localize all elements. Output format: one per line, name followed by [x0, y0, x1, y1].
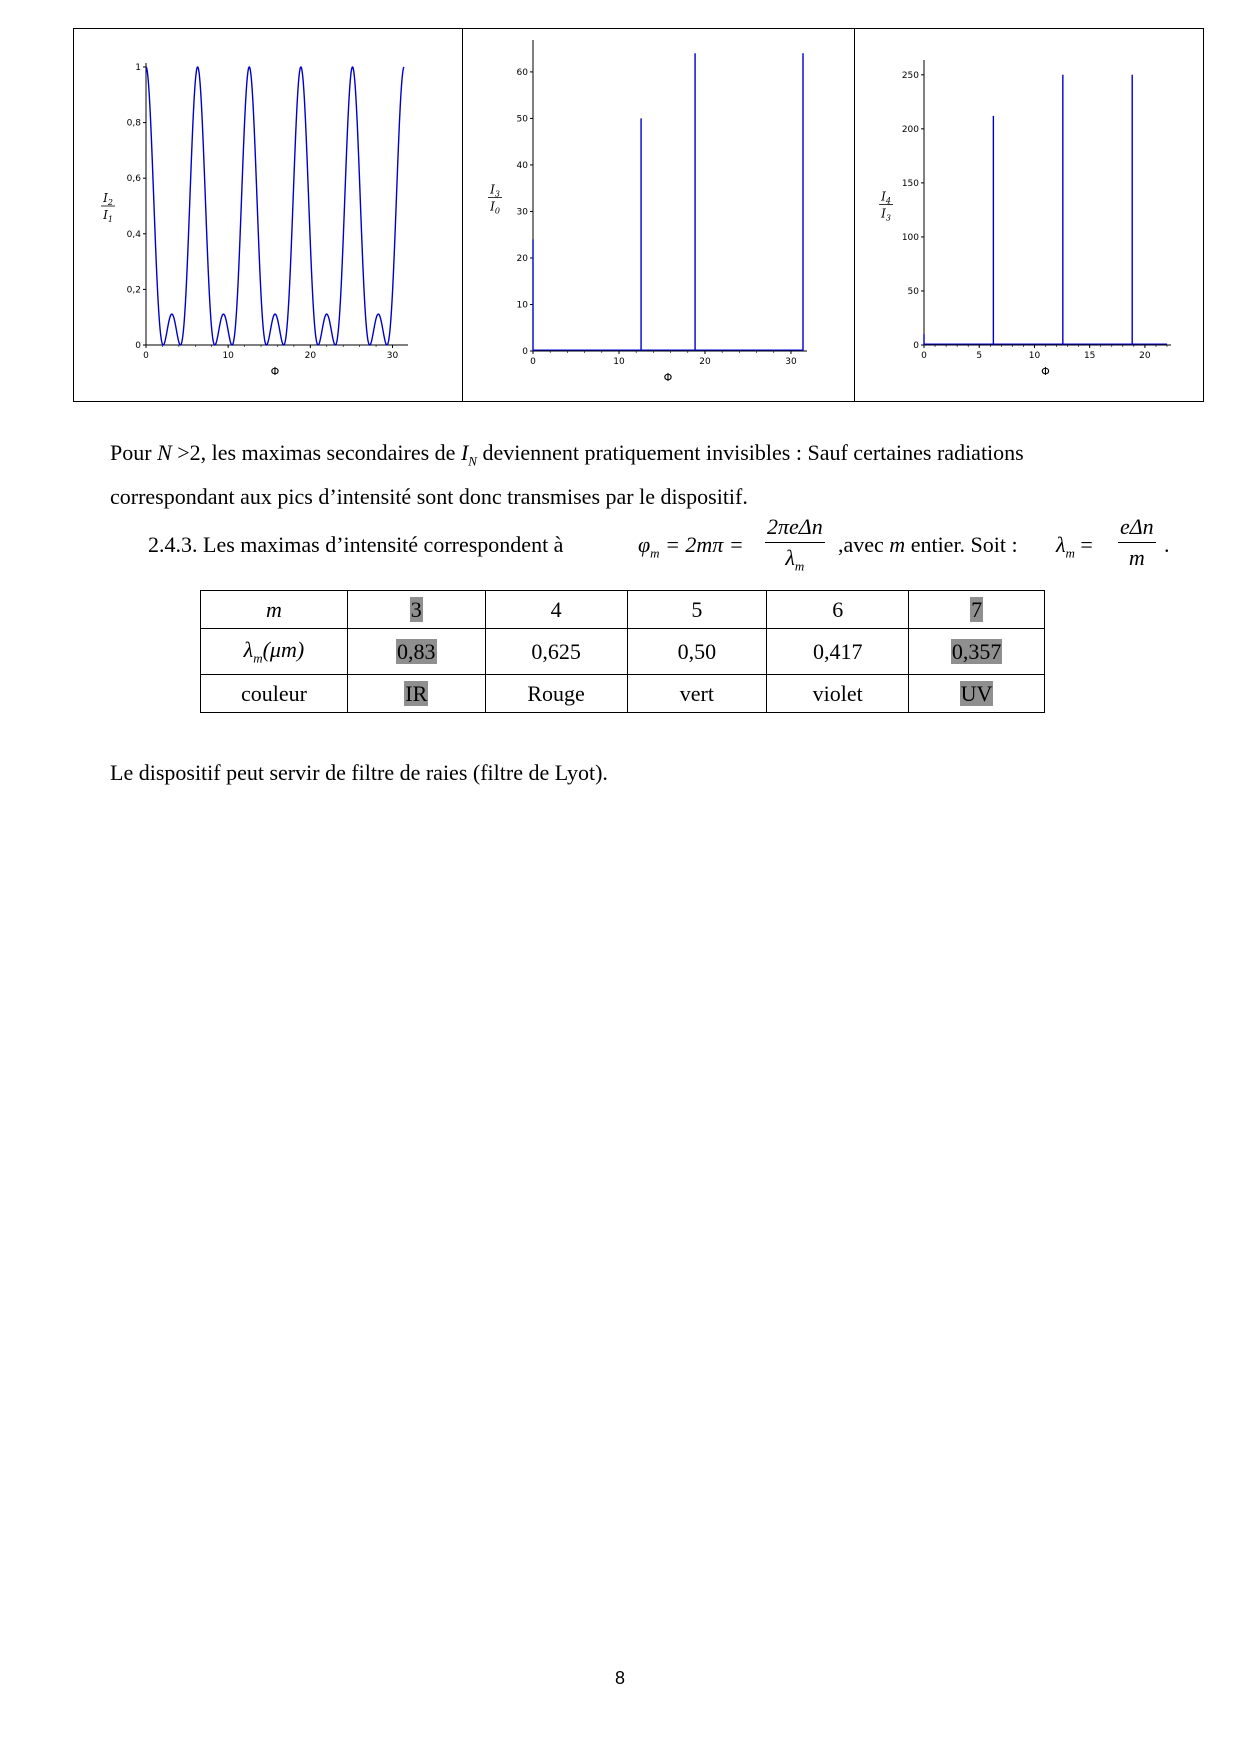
page-number: 8 [614, 1668, 625, 1688]
row-label-m: m [201, 591, 348, 629]
symbol-lambda: λ [243, 636, 254, 662]
figure-plots [73, 28, 1204, 402]
y-axis-label-den-sub: 3 [885, 213, 891, 223]
table-cell: 0,50 [627, 629, 767, 675]
plot-panel-1 [74, 29, 462, 401]
y-tick-label: 100 [901, 232, 919, 243]
symbol-N: N [157, 440, 172, 465]
x-tick-label: 15 [1083, 351, 1096, 361]
y-axis-label-den: $I_0$ [490, 199, 500, 216]
fraction-denominator: m [1128, 545, 1145, 570]
symbol-lambda: λ [1056, 532, 1066, 557]
text-fragment: >2 [171, 440, 201, 465]
y-axis-label-num-sub: 4 [885, 196, 891, 206]
x-tick-label: 0 [530, 357, 536, 367]
text-fragment: ,avec [838, 532, 890, 557]
y-tick-label: 50 [516, 114, 528, 125]
plot-i2-i1 [74, 29, 462, 401]
x-tick-label: 0 [143, 351, 149, 361]
x-axis-label: Φ [270, 365, 280, 378]
y-tick-label: 250 [901, 70, 919, 81]
table-cell [909, 675, 1045, 713]
text-fragment: , les maximas secondaires de [200, 440, 461, 465]
x-axis-label: Φ [1041, 365, 1050, 378]
y-tick-label: 30 [516, 207, 528, 218]
table-cell: 4 [485, 591, 627, 629]
y-tick-label: 0,2 [126, 285, 141, 296]
table-cell [347, 675, 485, 713]
equation-line [148, 512, 1198, 582]
series-line-I2/I1 [146, 67, 404, 345]
symbol-lambda-sub: m [253, 650, 263, 666]
y-axis-label-num: $I_4$ [881, 189, 891, 206]
equation-phi [638, 532, 744, 561]
unit: (μm) [262, 636, 305, 662]
x-tick-label: 5 [976, 351, 983, 361]
y-axis-label-den-sub: 1 [107, 215, 113, 224]
y-tick-label: 40 [516, 160, 528, 171]
x-tick-label: 0 [921, 351, 927, 361]
equals-sign: = [1074, 532, 1093, 557]
row-label-lambda [201, 629, 348, 675]
y-axis-label-den: $I_3$ [881, 206, 891, 223]
table-row [201, 591, 1045, 629]
y-axis-label-den: $I_1$ [103, 208, 113, 224]
plot-i4-i3 [855, 29, 1204, 401]
y-tick-label: 150 [901, 178, 919, 189]
cell-value: 3 [410, 596, 422, 622]
y-tick-label: 50 [907, 286, 919, 297]
symbol-phi: φ [638, 532, 651, 557]
x-axis-label: Φ [663, 371, 673, 384]
y-tick-label: 0 [135, 341, 141, 351]
equation-text [838, 532, 1018, 558]
text-fragment: entier. Soit : [905, 532, 1018, 557]
cell-value: UV [960, 680, 993, 706]
y-axis-label-den-sub: 0 [494, 206, 500, 216]
text-fragment: Pour [110, 440, 158, 465]
table-row [201, 629, 1045, 675]
y-tick-label: 1 [135, 63, 141, 73]
table-row [201, 675, 1045, 713]
equation-mid: = 2mπ = [659, 532, 744, 557]
y-tick-label: 200 [901, 124, 919, 135]
symbol-lambda-sub: m [794, 558, 805, 574]
x-tick-label: 10 [1028, 351, 1041, 361]
symbol-m: m [889, 532, 906, 557]
table-cell [347, 591, 485, 629]
symbol-lambda: λ [785, 545, 795, 570]
x-tick-label: 20 [304, 351, 317, 361]
table-cell: Rouge [485, 675, 627, 713]
table-cell [347, 629, 485, 675]
cell-value: 7 [971, 596, 983, 622]
row-label-couleur: couleur [201, 675, 348, 713]
fraction-lambda [1118, 512, 1156, 573]
table-cell [909, 591, 1045, 629]
plot-panel-3 [854, 29, 1203, 401]
y-tick-label: 0 [522, 347, 528, 357]
y-tick-label: 10 [516, 300, 528, 311]
table-cell: vert [627, 675, 767, 713]
y-tick-label: 0,4 [126, 229, 141, 240]
cell-value: IR [405, 680, 428, 706]
y-axis-label-num: $I_2$ [103, 191, 113, 207]
paragraph-secondary-maxima [110, 435, 1170, 515]
fraction-numerator: eΔn [1118, 512, 1156, 543]
text-fragment: deviennent pratiquement invisibles : Sauf certaines radiations [476, 440, 1024, 465]
plot-i3-i0 [463, 29, 855, 401]
y-tick-label: 0 [913, 341, 919, 351]
equation-label: 2.4.3. Les maximas d’intensité correspondent à [148, 532, 564, 557]
x-tick-label: 10 [613, 357, 625, 367]
y-tick-label: 0,8 [126, 118, 141, 129]
table-cell: 5 [627, 591, 767, 629]
y-axis-label-num: $I_3$ [490, 182, 500, 199]
fraction-denominator [765, 543, 825, 581]
y-tick-label: 20 [516, 253, 528, 264]
text-fragment: correspondant aux pics d’intensité sont donc transmises par le dispositif. [110, 484, 748, 510]
symbol-lambda-sub: m [1065, 545, 1075, 561]
equation-lambda [1056, 532, 1093, 561]
cell-value: 0,83 [397, 638, 436, 664]
y-tick-label: 0,6 [126, 174, 141, 185]
wavelength-table [200, 590, 1045, 713]
x-tick-label: 30 [785, 357, 797, 367]
paragraph-conclusion: Le dispositif peut servir de filtre de raies (filtre de Lyot). [110, 760, 608, 785]
x-tick-label: 20 [1139, 351, 1151, 361]
symbol-I: I [460, 440, 469, 465]
y-axis-label-num-sub: 2 [107, 198, 113, 207]
fraction-phase [765, 512, 825, 581]
symbol-phi-sub: m [650, 545, 660, 561]
x-tick-label: 30 [386, 351, 399, 361]
table-cell: 0,625 [485, 629, 627, 675]
period: . [1164, 532, 1170, 557]
table-cell: 0,417 [767, 629, 909, 675]
table-cell: violet [767, 675, 909, 713]
table-cell [909, 629, 1045, 675]
cell-value: 0,357 [951, 638, 1002, 664]
y-tick-label: 60 [516, 67, 528, 78]
fraction-numerator: 2πeΔn [765, 512, 825, 543]
y-axis-label-num-sub: 3 [494, 189, 500, 199]
x-tick-label: 20 [699, 357, 711, 367]
table-cell: 6 [767, 591, 909, 629]
plot-panel-2 [462, 29, 854, 401]
symbol-I-sub: N [468, 453, 477, 469]
x-tick-label: 10 [222, 351, 234, 361]
